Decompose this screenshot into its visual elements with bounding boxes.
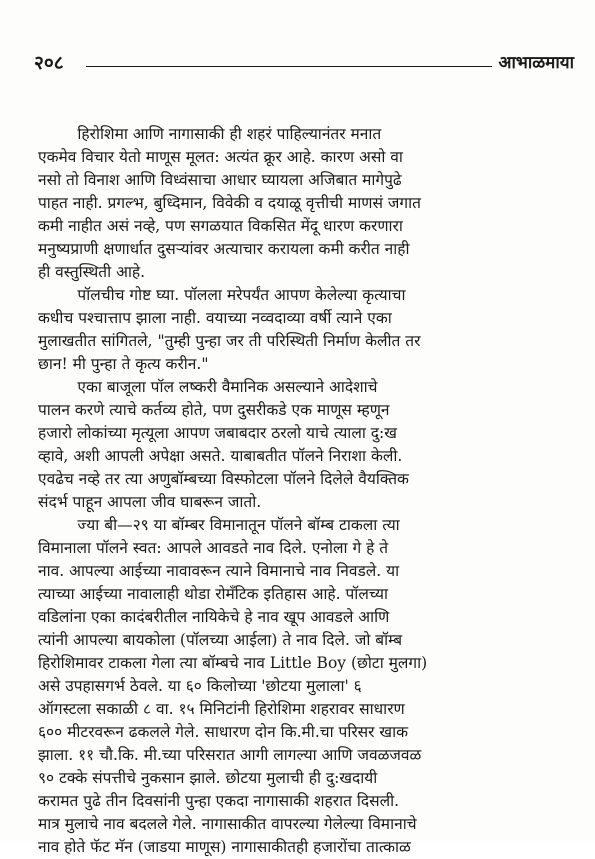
text-line: कधीच पश्चात्ताप झाला नाही. वयाच्या नव्वदाव्या वर्षी त्याने एका (38, 309, 392, 327)
text-line: हिरोशिमा आणि नागासाकी ही शहरं पाहिल्यानंतर मनात (38, 125, 382, 143)
text-line: हिरोशिमावर टाकला गेला त्या बॉम्बचे नाव Little Boy (छोटा मुलगा) (38, 654, 428, 672)
header-rule (86, 66, 492, 67)
text-line: एवढेच नव्हे तर त्या अणुबॉम्बच्या विस्फोटला पॉलने दिलेले वैयक्तिक (38, 470, 409, 488)
text-line: करामत पुढे तीन दिवसांनी पुन्हा एकदा नागासाकी शहरात दिसली. (38, 792, 400, 810)
text-line: असे उपहासगर्भ ठेवले. या ६० किलोच्या 'छोटया मुलाला' ६ (38, 677, 362, 695)
text-line: ज्या बी—२९ या बॉम्बर विमानातून पॉलने बॉम्ब टाकला त्या (38, 516, 400, 534)
text-line: त्यांनी आपल्या बायकोला (पॉलच्या आईला) ते नाव दिले. जो बॉम्ब (38, 631, 403, 649)
text-line: नाव. आपल्या आईच्या नावावरून त्याने विमानाचे नाव निवडले. या (38, 562, 400, 580)
book-title: आभाळमाया (498, 53, 574, 73)
text-line: मात्र मुलाचे नाव बदलले गेले. नागासाकीत वापरल्या गेलेल्या विमानाचे (38, 815, 417, 833)
text-line: नसो तो विनाश आणि विध्वंसाचा आधार घ्यायला अजिबात मागेपुढे (38, 171, 402, 189)
page-header (34, 52, 574, 78)
text-line: झाला. ११ चौ.कि. मी.च्या परिसरात आगी लागल्या आणि जवळजवळ (38, 746, 422, 764)
text-line: संदर्भ पाहून आपला जीव घाबरून जातो. (38, 493, 262, 511)
text-line: पाहत नाही. प्रगल्भ, बुध्दिमान, विवेकी व दयाळू वृत्तीची माणसं जगात (38, 194, 421, 212)
text-line: ९० टक्के संपत्तीचे नुकसान झाले. छोटया मुलाची ही दु:खदायी (38, 769, 378, 787)
text-line: ऑगस्टला सकाळी ८ वा. १५ मिनिटांनी हिरोशिमा शहरावर साधारण (38, 700, 405, 718)
text-line: एकमेव विचार येतो माणूस मूलत: अत्यंत क्रूर आहे. कारण असो वा (38, 148, 403, 166)
text-line: व्हावे, अशी आपली अपेक्षा असते. याबाबतीत पॉलने निराशा केली. (38, 447, 403, 465)
text-line: पालन करणे त्याचे कर्तव्य होते, पण दुसरीकडे एक माणूस म्हणून (38, 401, 390, 419)
text-line: मनुष्यप्राणी क्षणार्धात दुसऱ्यांवर अत्याचार करायला कमी करीत नाही (38, 240, 410, 258)
text-line: हजारो लोकांच्या मृत्यूला आपण जबाबदार ठरलो याचे त्याला दु:ख (38, 424, 397, 442)
text-line: वडिलांना एका कादंबरीतील नायिकेचे हे नाव खूप आवडले आणि (38, 608, 390, 626)
text-line: कमी नाहीत असं नव्हे, पण सगळयात विकसित मेंदू धारण करणारा (38, 217, 403, 235)
page-number: २०८ (34, 52, 64, 74)
body-text (38, 123, 582, 859)
text-line: पॉलचीच गोष्ट घ्या. पॉलला मरेपर्यंत आपण केलेल्या कृत्याचा (38, 286, 406, 304)
text-line: एका बाजूला पॉल लष्करी वैमानिक असल्याने आदेशाचे (38, 378, 378, 396)
text-line: ६०० मीटरवरून ढकलले गेले. साधारण दोन कि.मी.चा परिसर खाक (38, 723, 409, 741)
text-line: ही वस्तुस्थिती आहे. (38, 263, 146, 281)
text-line: विमानाला पॉलने स्वत: आपले आवडते नाव दिले. एनोला गे हे ते (38, 539, 389, 557)
text-line: छान! मी पुन्हा ते कृत्य करीन." (38, 355, 209, 373)
text-line: त्याच्या आईच्या नावालाही थोडा रोमँटिक इतिहास आहे. पॉलच्या (38, 585, 388, 603)
text-line: नाव होते फॅट मॅन (जाडया माणूस) नागासाकीतही हजारोंचा तात्काळ (38, 838, 411, 856)
text-line: मुलाखतीत सांगितले, "तुम्ही पुन्हा जर ती परिस्थिती निर्माण केलीत तर (38, 332, 421, 350)
